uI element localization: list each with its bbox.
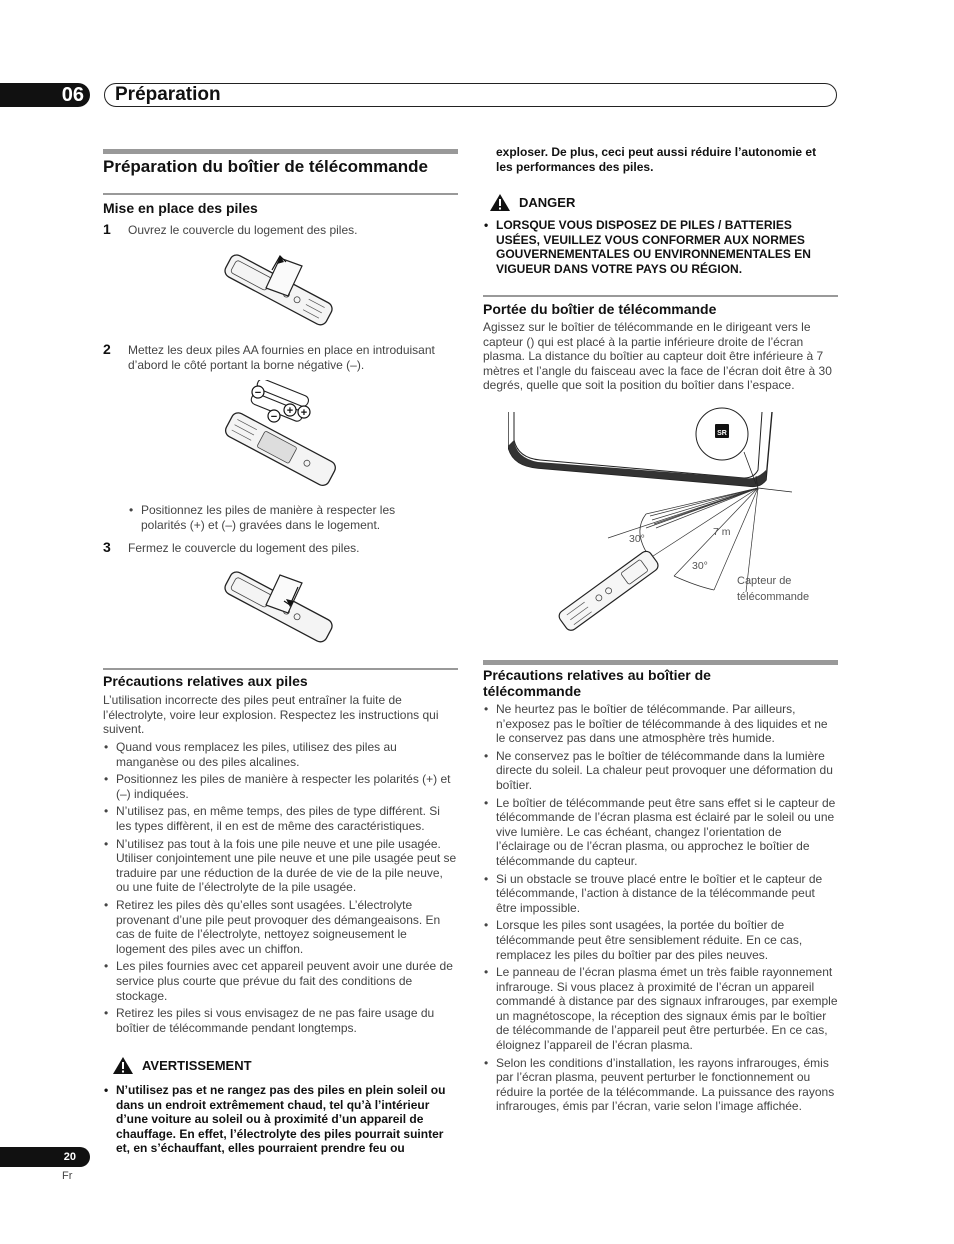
subsection-rule — [483, 660, 838, 665]
danger-heading — [489, 193, 844, 212]
svg-text:−: − — [270, 411, 278, 423]
remote-precautions-title-line-2: télécommande — [483, 683, 582, 699]
list-item: • Le boîtier de télécommande peut être sans effet si le capteur de télécommande de l’écran plasma est éclairé par le soleil ou une vive lumière. Le cas échéant, changez l’orientation de l’éclairage ou de l’écran plasma, ou approchez le boîtier de télécommande du capteur. — [483, 796, 838, 869]
list-item: • Positionnez les piles de manière à respecter les polarités (+) et (–) gravées dans le logement. — [128, 503, 428, 532]
svg-text:+: + — [286, 405, 294, 417]
danger-triangle-icon — [489, 193, 511, 212]
battery-precautions-intro: L’utilisation incorrecte des piles peut entraîner la fuite de l’électrolyte, voire leur explosion. Respectez les instructions qui suivent. — [103, 693, 439, 737]
step-text: Fermez le couvercle du logement des piles. — [128, 541, 360, 555]
step-text: Ouvrez le couvercle du logement des piles. — [128, 223, 358, 237]
list-item: • Positionnez les piles de manière à respecter les polarités (+) et (–) indiquées. — [103, 772, 458, 801]
remote-range-diagram — [508, 406, 838, 636]
step-1 — [103, 221, 458, 239]
chapter-title: Préparation — [104, 83, 837, 107]
svg-text:télécommande: télécommande — [737, 591, 810, 603]
warning-title: AVERTISSEMENT — [142, 1058, 252, 1073]
svg-text:SR: SR — [717, 430, 727, 437]
list-item: • Retirez les piles dès qu’elles sont usagées. L’électrolyte provenant d’une pile peut provoquer des démangeaisons. En cas de fuite de l’électrolyte, nettoyez soigneusement le logement des piles avec un chiffon. — [103, 898, 458, 956]
remote-range-text: Agissez sur le boîtier de télécommande en le dirigeant vers le capteur () qui est placé à la partie inférieure droite de l’écran plasma. La distance du boîtier au capteur doit être inférieure à 7 mètres et l’angle du faisceau avec la face de l’écran doit être à 30 degrés, quelle que soit la position du boîtier dans l’espace. — [483, 320, 832, 393]
subsection-title-battery-install: Mise en place des piles — [103, 200, 258, 216]
warning-continued: exploser. De plus, ceci peut aussi réduire l’autonomie et les performances des piles. — [496, 145, 817, 174]
danger-list — [483, 218, 838, 279]
list-item: • Le panneau de l’écran plasma émet un très faible rayonnement infrarouge. Si vous placez à proximité de l’écran un appareil commandé à distance par des signaux infrarouges, par exemple un magnétoscope, la réception des signaux émis par le boîtier de télécommande de l’appareil peut être perturbée. En ce cas, éloignez l’appareil de l’écran plasma. — [483, 965, 838, 1053]
step-2-bullets — [128, 503, 428, 535]
warning-triangle-icon — [112, 1056, 134, 1075]
step-text: Mettez les deux piles AA fournies en place en introduisant d’abord le côté portant la borne négative (–). — [128, 343, 435, 372]
svg-text:30°: 30° — [692, 560, 708, 572]
remote-precautions-title-line-1: Précautions relatives au boîtier de — [483, 667, 711, 683]
subsection-title-remote-precautions — [483, 667, 838, 699]
svg-text:Pioneer: Pioneer — [620, 452, 634, 457]
list-item: • LORSQUE VOUS DISPOSEZ DE PILES / BATTERIES USÉES, VEUILLEZ VOUS CONFORMER AUX NORMES GOUVERNEMENTALES OU ENVIRONNEMENTALES EN VIGUEUR DANS VOTRE PAYS OU RÉGION. — [483, 218, 838, 276]
list-item: • Retirez les piles si vous envisagez de ne pas faire usage du boîtier de télécommande pendant longtemps. — [103, 1006, 458, 1035]
remote-close-cover-illustration — [218, 565, 340, 647]
page-language: Fr — [62, 1170, 73, 1182]
section-title: Préparation du boîtier de télécommande — [103, 157, 428, 176]
warning-list — [103, 1083, 458, 1159]
step-number: 2 — [103, 341, 111, 357]
svg-text:−: − — [254, 387, 262, 399]
danger-title: DANGER — [519, 195, 576, 210]
step-number: 1 — [103, 221, 111, 237]
subsection-rule — [483, 295, 838, 297]
step-2 — [103, 341, 458, 375]
remote-open-cover-illustration — [218, 248, 340, 330]
list-item: • Ne heurtez pas le boîtier de télécommande. Par ailleurs, n’exposez pas le boîtier de télécommande à des liquides et ne le conservez pas dans une atmosphère très humide. — [483, 702, 838, 746]
svg-text:7 m: 7 m — [713, 526, 731, 538]
svg-text:30°: 30° — [629, 533, 645, 545]
list-item: • Les piles fournies avec cet appareil peuvent avoir une durée de service plus courte que prévue du fait des conditions de stockage. — [103, 959, 458, 1003]
warning-heading — [112, 1056, 467, 1075]
chapter-number-badge: 06 — [0, 83, 90, 107]
list-item: • N’utilisez pas tout à la fois une pile neuve et une pile usagée. Utiliser conjointement une pile neuve et une pile usagée peut se traduire par une réduction de la durée de vie de la pile neuve, ou une fuite de l’électrolyte de la pile usagée. — [103, 837, 458, 895]
remote-insert-batteries-illustration — [218, 380, 342, 495]
page-number: 20 — [0, 1147, 90, 1167]
list-item: • Si un obstacle se trouve placé entre le boîtier et le capteur de télécommande, l’action à distance de la télécommande peut être impossible. — [483, 872, 838, 916]
svg-text:Capteur de: Capteur de — [737, 575, 792, 587]
subsection-title-battery-precautions: Précautions relatives aux piles — [103, 673, 308, 689]
list-item: • Selon les conditions d’installation, les rayons infrarouges, émis par l’écran plasma, peuvent perturber le fonctionnement ou réduire la portée de la télécommande. La puissance des rayons infrarouges, émis par l’écran, varie selon l’image affichée. — [483, 1056, 838, 1114]
subsection-title-remote-range: Portée du boîtier de télécommande — [483, 301, 717, 317]
list-item: • Ne conservez pas le boîtier de télécommande dans la lumière directe du soleil. La chaleur peut provoquer une déformation du boîtier. — [483, 749, 838, 793]
list-item: • N’utilisez pas et ne rangez pas des piles en plein soleil ou dans un endroit extrêmement chaud, tel qu’à l’intérieur d’une voiture au soleil ou à proximité d’un appareil de chauffage. En effet, l’électrolyte des piles pourrait suinter et, en s’échauffant, elles pourraient prendre feu ou — [103, 1083, 458, 1156]
list-item: • Lorsque les piles sont usagées, la portée du boîtier de télécommande peut être sensiblement réduite. En ce cas, remplacez les piles du boîtier par des piles neuves. — [483, 918, 838, 962]
subsection-rule — [103, 668, 458, 670]
step-number: 3 — [103, 539, 111, 555]
remote-precautions-list — [483, 702, 838, 1117]
battery-precautions-list — [103, 740, 458, 1038]
section-rule-top — [103, 149, 458, 154]
list-item: • N’utilisez pas, en même temps, des piles de type différent. Si les types diffèrent, il en est de même des caractéristiques. — [103, 804, 458, 833]
svg-text:+: + — [300, 407, 308, 419]
section-rule-bottom — [103, 193, 458, 195]
list-item: • Quand vous remplacez les piles, utilisez des piles au manganèse ou des piles alcalines. — [103, 740, 458, 769]
step-3 — [103, 539, 458, 557]
